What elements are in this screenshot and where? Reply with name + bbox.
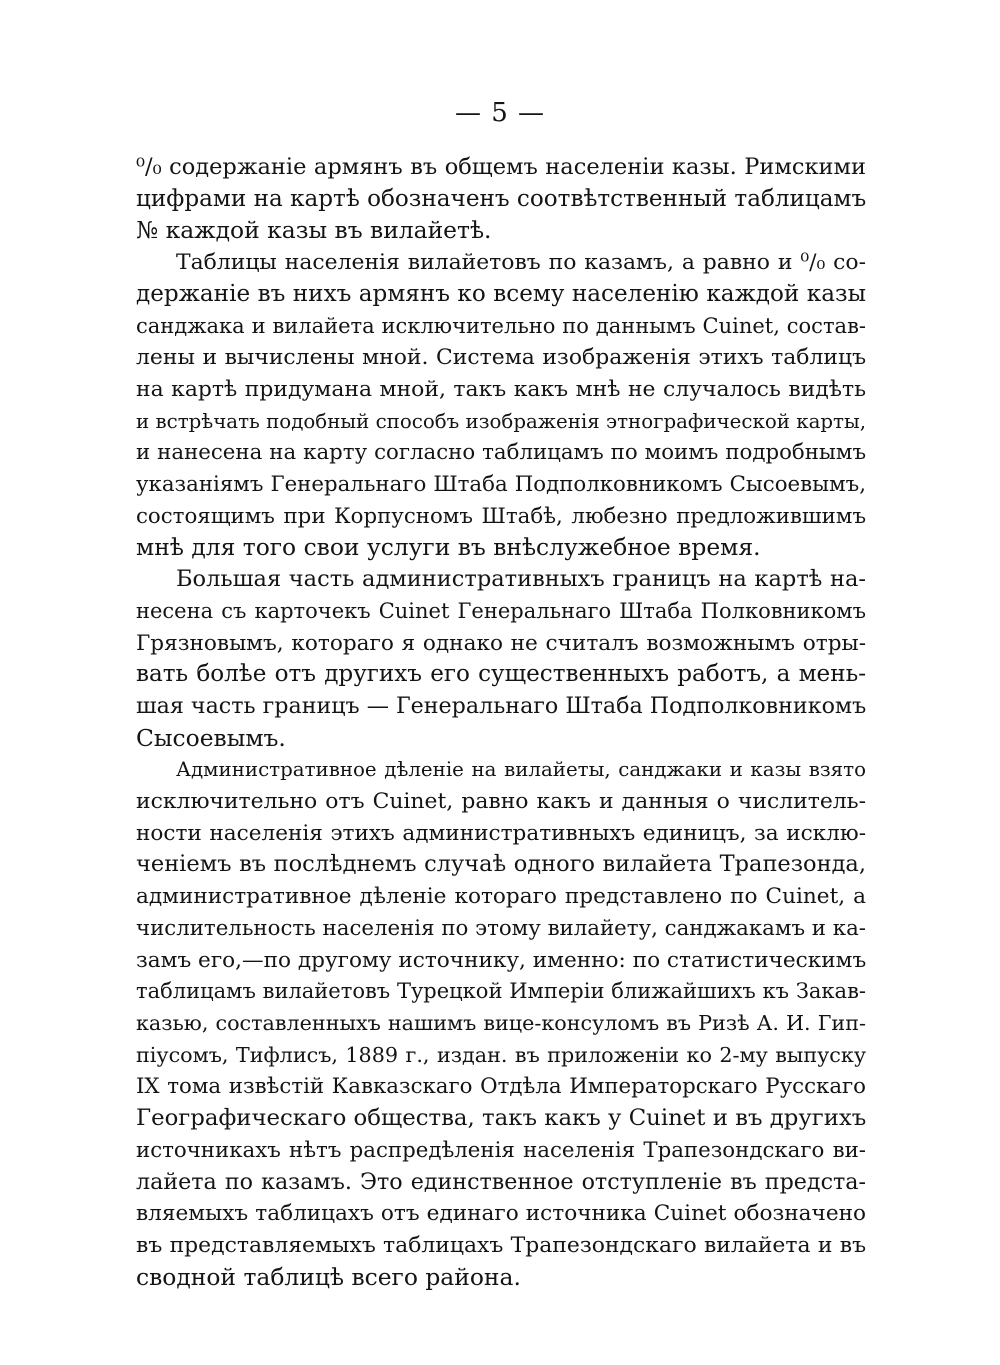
text-line: Сысоевымъ.: [136, 723, 286, 752]
text-line: шая часть границъ — Генеральнаго Штаба Подполковникомъ: [136, 692, 867, 719]
paragraph: [136, 754, 866, 1293]
text-line: источникахъ нѣтъ распредѣленія населенія Трапезондскаго ви-: [136, 1137, 866, 1163]
text-line: лайета по казамъ. Это единственное отступленіе въ предста-: [136, 1168, 866, 1195]
text-line: ⁰/₀ содержаніе армянъ въ общемъ населеніи казы. Римскими: [136, 154, 866, 180]
text-line: санджака и вилайета исключительно по даннымъ Cuinet, состав-: [136, 313, 866, 338]
text-line: на картѣ придумана мной, такъ какъ мнѣ не случалось видѣть: [136, 376, 866, 402]
text-line: IX тома извѣстій Кавказскаго Отдѣла Императорскаго Русскаго: [136, 1074, 866, 1100]
text-line: Географическаго общества, такъ какъ у Cuinet и въ другихъ: [136, 1105, 867, 1132]
text-line: № каждой казы въ вилайетѣ.: [136, 216, 492, 245]
paragraph: [136, 247, 866, 564]
text-line: указаніямъ Генеральнаго Штаба Подполковникомъ Сысоевымъ,: [136, 472, 866, 498]
text-line: административное дѣленіе котораго представлено по Cuinet, а: [136, 884, 866, 910]
text-line: замъ его,—по другому источнику, именно: по статистическимъ: [136, 947, 867, 973]
text-line: Административное дѣленіе на вилайеты, санджаки и казы взято: [176, 758, 866, 782]
text-line: числительность населенія по этому вилайету, санджакамъ и ка-: [136, 915, 866, 941]
text-line: ченіемъ въ послѣднемъ случаѣ одного вилайета Трапезонда,: [136, 851, 866, 878]
text-line: Большая часть административныхъ границъ на картѣ на-: [176, 566, 866, 593]
text-line: въ представляемыхъ таблицахъ Трапезондскаго вилайета и въ: [136, 1232, 866, 1258]
text-line: вляемыхъ таблицахъ отъ единаго источника Cuinet обозначено: [136, 1201, 866, 1227]
paragraph: [136, 564, 866, 754]
text-line: ности населенія этихъ административныхъ единицъ, за исклю-: [136, 820, 866, 846]
text-line: Грязновымъ, котораго я однако не считалъ возможнымъ отры-: [136, 630, 866, 656]
text-line: несена съ карточекъ Cuinet Генеральнаго Штаба Полковникомъ: [136, 598, 866, 623]
text-line: таблицамъ вилайетовъ Турецкой Имперіи ближайшихъ къ Закав-: [136, 979, 866, 1004]
text-line: мнѣ для того свои услуги въ внѣслужебное время.: [136, 533, 761, 562]
text-line: состоящимъ при Корпусномъ Штабѣ, любезно предложившимъ: [136, 503, 866, 529]
text-line: Таблицы населенія вилайетовъ по казамъ, а равно и ⁰/₀ со-: [176, 250, 866, 276]
text-line: лены и вычислены мной. Система изображенія этихъ таблицъ: [136, 345, 866, 371]
paragraph: [136, 152, 866, 247]
text-line: и встрѣчать подобный способъ изображенія этнографической карты,: [136, 409, 866, 433]
text-line: вать болѣе отъ другихъ его существенныхъ работъ, а мень-: [136, 661, 866, 688]
body-text: [136, 152, 866, 1293]
text-line: исключительно отъ Cuinet, равно какъ и данныя о числитель-: [136, 789, 866, 815]
text-line: держаніе въ нихъ армянъ ко всему населенію каждой казы: [136, 280, 866, 307]
text-line: казью, составленныхъ нашимъ вице-консуломъ въ Ризѣ А. И. Гип-: [136, 1010, 866, 1035]
text-line: піусомъ, Тифлисъ, 1889 г., издан. въ приложеніи ко 2-му выпуску: [136, 1042, 866, 1067]
text-line: цифрами на картѣ обозначенъ соотвѣтственный таблицамъ: [136, 185, 867, 212]
page-number: — 5 —: [454, 98, 546, 128]
text-line: и нанесена на карту согласно таблицамъ по моимъ подробнымъ: [136, 440, 866, 466]
text-line: сводной таблицѣ всего района.: [136, 1262, 521, 1291]
